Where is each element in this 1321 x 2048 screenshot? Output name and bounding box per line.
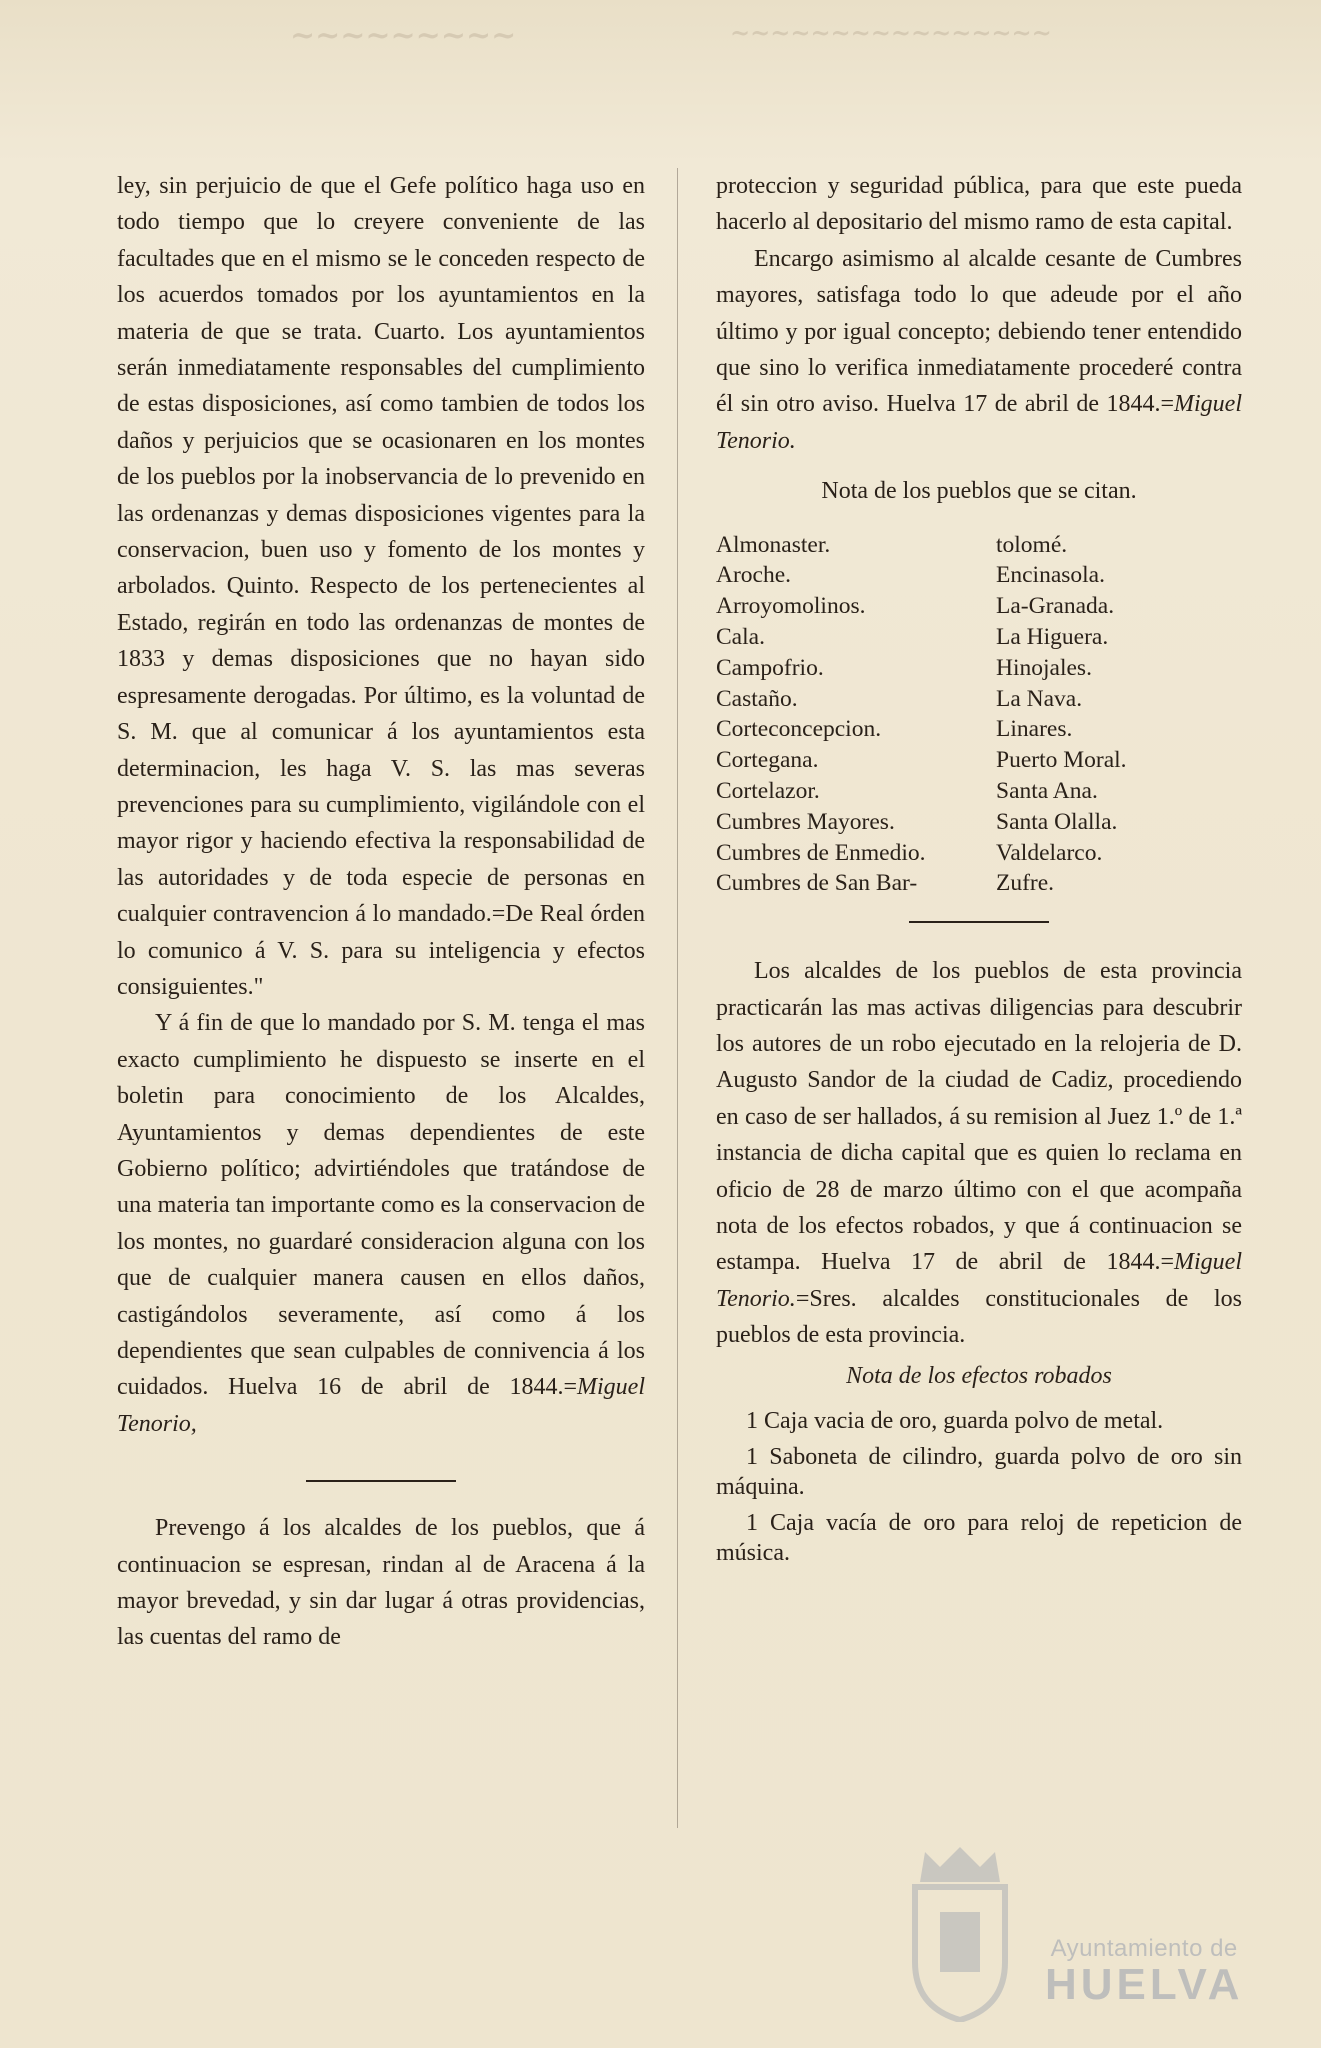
town-item: Castaño. <box>716 685 798 712</box>
items-heading: Nota de los efectos robados <box>846 1362 1112 1389</box>
town-item: tolomé. <box>996 531 1068 558</box>
town-item: Cortelazor. <box>716 778 820 805</box>
town-item: Arroyomolinos. <box>716 593 866 620</box>
paragraph-with-signature <box>716 241 1242 459</box>
signature: Miguel Tenorio. <box>716 391 1242 454</box>
town-item: La-Granada. <box>996 593 1115 620</box>
towns-right-column <box>996 530 1242 900</box>
paragraph: Prevengo á los alcaldes de los pueblos, que á continuacion se espresan, rindan al de Aracena á la mayor brevedad, y sin dar lugar á otras providencias, las cuentas del ramo de <box>117 1515 645 1651</box>
town-item: La Higuera. <box>996 624 1109 651</box>
paragraph-text: =Sres. alcaldes constitucionales de los pueblos de esta provincia. <box>716 1285 1242 1349</box>
stolen-items-list <box>716 1406 1242 1568</box>
town-item: Cala. <box>716 624 765 651</box>
town-item: Cumbres de San Bar- <box>716 870 918 897</box>
left-column <box>117 168 645 1656</box>
town-item: Linares. <box>996 716 1073 743</box>
paragraph-text: Los alcaldes de los pueblos de esta provincia practicarán las mas activas diligencias para descubrir los autores de un robo ejecutado en la relojeria de D. Augusto Sandor de la ciudad de Cadiz, procediendo en caso de ser hallados, á su remision al Juez 1.º de 1.ª instancia de dicha capital que es quien lo reclama en oficio de 28 de marzo último con el que acompaña nota de los efectos robados, y que á continuacion se estampa. Huelva 17 de abril de 1844.= <box>716 958 1242 1276</box>
watermark-line-1: Ayuntamiento de <box>1050 1935 1238 1962</box>
paragraph: ley, sin perjuicio de que el Gefe político haga uso en todo tiempo que lo creyere conveniente de las facultades que en el mismo se le conceden respecto de los acuerdos tomados por los ayuntamientos en la materia de que se trata. Cuarto. Los ayuntamientos serán inmediatamente responsables del cumplimiento de estas disposiciones, así como tambien de todos los daños y perjuicios que se ocasionaren en los montes de los pueblos por la inobservancia de lo prevenido en las ordenanzas y demas disposiciones vigentes para la conservacion, buen uso y fomento de los montes y arbolados. Quinto. Respecto de los pertenecientes al Estado, regirán en todo las ordenanzas de montes de 1833 y demas disposiciones que no hayan sido espresamente derogadas. Por último, es la voluntad de S. M. que al comunicar á los ayuntamientos esta determinacion, les haga V. S. las mas severas prevenciones para su cumplimiento, vigilándole con el mayor rigor y haciendo efectiva la responsabilidad de las autoridades y de toda especie de personas en cualquier contravencion á lo mandado.=De Real órden lo comunico á V. S. para su inteligencia y efectos consiguientes." <box>117 173 645 1000</box>
list-item: 1 Caja vacia de oro, guarda polvo de metal. <box>746 1408 1164 1435</box>
town-item: Aroche. <box>716 562 792 589</box>
paragraph-text: Y á fin de que lo mandado por S. M. tenga el mas exacto cumplimiento he dispuesto se inserte en el boletin para conocimiento de los Alcaldes, Ayuntamientos y demas dependientes de este Gobierno político; advirtiéndoles que tratándose de una materia tan importante como es la conservacion de los montes, no guardaré consideracion alguna con los que de cualquier manera causen en ellos daños, castigándolos severamente, así como á los dependientes que sean culpables de connivencia á los cuidados. Huelva 16 de abril de 1844.= <box>117 1010 645 1401</box>
coat-of-arms-watermark <box>905 1842 1015 2022</box>
paragraph-with-signature <box>117 1005 645 1442</box>
list-item: 1 Saboneta de cilindro, guarda polvo de oro sin máquina. <box>716 1444 1242 1501</box>
towns-list <box>716 530 1242 900</box>
archive-watermark <box>1045 1935 1243 2007</box>
section-divider <box>306 1480 456 1482</box>
column-divider <box>677 168 678 1828</box>
town-item: Puerto Moral. <box>996 747 1127 774</box>
paragraph-text: Encargo asimismo al alcalde cesante de Cumbres mayores, satisfaga todo lo que adeude por el año último y por igual concepto; debiendo tener entendido que sino lo verifica inmediatamente procederé contra él sin otro aviso. Huelva 17 de abril de 1844.= <box>716 245 1242 418</box>
list-item: 1 Caja vacía de oro para reloj de repeticion de música. <box>716 1510 1242 1567</box>
town-item: Corteconcepcion. <box>716 716 882 743</box>
town-item: Santa Ana. <box>996 778 1098 805</box>
right-column <box>716 168 1242 1574</box>
town-item: Encinasola. <box>996 562 1105 589</box>
section-divider <box>909 921 1049 923</box>
towns-left-column <box>716 530 996 900</box>
town-item: Hinojales. <box>996 654 1092 681</box>
town-item: Santa Olalla. <box>996 808 1118 835</box>
signature: Miguel Tenorio, <box>117 1374 645 1437</box>
paragraph: proteccion y seguridad pública, para que este pueda hacerlo al depositario del mismo ramo de esta capital. <box>716 173 1242 236</box>
paragraph-with-signature <box>716 953 1242 1353</box>
towns-heading: Nota de los pueblos que se citan. <box>821 478 1137 505</box>
town-item: La Nava. <box>996 685 1083 712</box>
town-item: Valdelarco. <box>996 839 1103 866</box>
bleed-through-text: ~~~~~~~~~ ~~~~~~~~~~~~~~~~ <box>290 18 1052 53</box>
watermark-line-2: HUELVA <box>1045 1960 1244 2009</box>
town-item: Almonaster. <box>716 531 831 558</box>
town-item: Zufre. <box>996 870 1055 897</box>
town-item: Cumbres de Enmedio. <box>716 839 926 866</box>
signature: Miguel Tenorio. <box>716 1249 1242 1312</box>
town-item: Cortegana. <box>716 747 819 774</box>
town-item: Cumbres Mayores. <box>716 808 895 835</box>
town-item: Campofrio. <box>716 654 824 681</box>
